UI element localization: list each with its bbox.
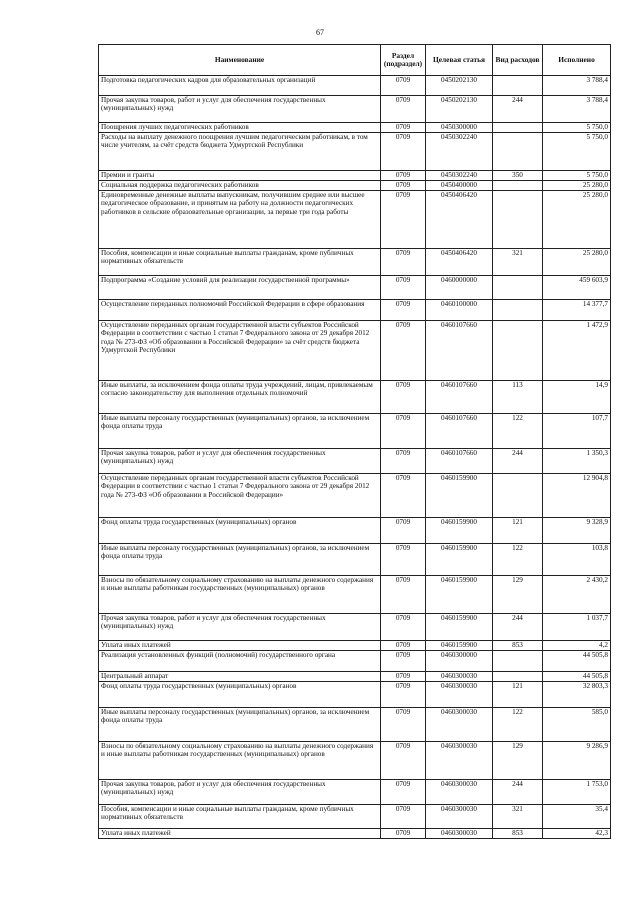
header-section: Раздел (подраздел) <box>381 45 426 76</box>
table-row <box>99 171 611 181</box>
row-amount: 44 505,8 <box>543 651 611 672</box>
row-name: Прочая закупка товаров, работ и услуг для обеспечения государственных (муниципальных) нужд <box>99 96 381 123</box>
row-name: Фонд оплаты труда государственных (муниципальных) органов <box>99 518 381 544</box>
row-kind: 121 <box>493 682 543 708</box>
row-section: 0709 <box>381 449 426 474</box>
row-amount: 3 788,4 <box>543 96 611 123</box>
row-amount: 35,4 <box>543 805 611 829</box>
row-name: Уплата иных платежей <box>99 641 381 651</box>
row-amount: 25 280,0 <box>543 191 611 249</box>
table-row <box>99 614 611 641</box>
row-amount: 5 750,0 <box>543 133 611 171</box>
row-section: 0709 <box>381 829 426 839</box>
row-section: 0709 <box>381 641 426 651</box>
row-amount: 32 803,3 <box>543 682 611 708</box>
row-name: Фонд оплаты труда государственных (муниципальных) органов <box>99 682 381 708</box>
table-row <box>99 474 611 518</box>
row-target: 0460107660 <box>426 321 493 381</box>
table-body <box>99 76 611 839</box>
row-target: 0450400000 <box>426 181 493 191</box>
table-row <box>99 641 611 651</box>
row-target: 0460159900 <box>426 641 493 651</box>
row-target: 0460000000 <box>426 276 493 300</box>
row-amount: 9 286,9 <box>543 742 611 780</box>
row-kind <box>493 321 543 381</box>
row-name: Прочая закупка товаров, работ и услуг для обеспечения государственных (муниципальных) нужд <box>99 614 381 641</box>
row-name: Пособия, компенсации и иные социальные выплаты гражданам, кроме публичных нормативных обязательств <box>99 805 381 829</box>
row-kind <box>493 133 543 171</box>
row-kind: 350 <box>493 171 543 181</box>
row-section: 0709 <box>381 576 426 614</box>
row-section: 0709 <box>381 300 426 321</box>
row-name: Иные выплаты персоналу государственных (муниципальных) органов, за исключением фонда оплаты труда <box>99 414 381 449</box>
row-kind: 244 <box>493 96 543 123</box>
table-row <box>99 780 611 805</box>
row-name: Расходы на выплату денежного поощрения лучшим педагогическим работникам, в том числе учителям, за счёт средств бюджета Удмуртской Республики <box>99 133 381 171</box>
row-section: 0709 <box>381 672 426 682</box>
row-section: 0709 <box>381 708 426 742</box>
row-amount: 9 328,9 <box>543 518 611 544</box>
row-target: 0460300000 <box>426 651 493 672</box>
row-section: 0709 <box>381 181 426 191</box>
row-section: 0709 <box>381 276 426 300</box>
row-target: 0450202130 <box>426 96 493 123</box>
row-name: Взносы по обязательному социальному страхованию на выплаты денежного содержания и иные выплаты работникам государственных (муниципальных) органов <box>99 742 381 780</box>
row-section: 0709 <box>381 133 426 171</box>
row-section: 0709 <box>381 249 426 276</box>
header-name: Наименование <box>99 45 381 76</box>
table-row <box>99 829 611 839</box>
row-kind <box>493 474 543 518</box>
row-kind: 321 <box>493 805 543 829</box>
header-amount: Исполнено <box>543 45 611 76</box>
row-amount: 459 603,9 <box>543 276 611 300</box>
row-amount: 103,8 <box>543 544 611 576</box>
row-target: 0460300030 <box>426 672 493 682</box>
row-name: Прочая закупка товаров, работ и услуг для обеспечения государственных (муниципальных) нужд <box>99 780 381 805</box>
row-kind: 129 <box>493 742 543 780</box>
row-target: 0460100000 <box>426 300 493 321</box>
row-amount: 107,7 <box>543 414 611 449</box>
row-name: Иные выплаты персоналу государственных (муниципальных) органов, за исключением фонда оплаты труда <box>99 708 381 742</box>
row-target: 0450202130 <box>426 76 493 96</box>
table-row <box>99 123 611 133</box>
table-row <box>99 76 611 96</box>
row-amount: 44 505,8 <box>543 672 611 682</box>
row-kind <box>493 181 543 191</box>
row-name: Пособия, компенсации и иные социальные выплаты гражданам, кроме публичных нормативных обязательств <box>99 249 381 276</box>
table-row <box>99 181 611 191</box>
row-kind <box>493 123 543 133</box>
row-name: Поощрения лучших педагогических работников <box>99 123 381 133</box>
table-row <box>99 651 611 672</box>
row-name: Подготовка педагогических кадров для образовательных организаций <box>99 76 381 96</box>
table-row <box>99 544 611 576</box>
table-row <box>99 191 611 249</box>
row-amount: 1 472,9 <box>543 321 611 381</box>
row-kind: 113 <box>493 381 543 414</box>
row-section: 0709 <box>381 123 426 133</box>
table-row <box>99 381 611 414</box>
row-section: 0709 <box>381 544 426 576</box>
row-section: 0709 <box>381 474 426 518</box>
row-kind: 122 <box>493 708 543 742</box>
row-name: Осуществление переданных органам государственной власти субъектов Российской Федерации в соответствии с частью 1 статьи 7 Федерального закона от 29 декабря 2012 года № 273-ФЗ «Об образовании в Российской Федерации» за счёт средств бюджета Удмуртской Республики <box>99 321 381 381</box>
row-section: 0709 <box>381 76 426 96</box>
row-amount: 5 750,0 <box>543 171 611 181</box>
table-row <box>99 449 611 474</box>
table-row <box>99 682 611 708</box>
row-target: 0460159900 <box>426 518 493 544</box>
row-section: 0709 <box>381 414 426 449</box>
header-kind: Вид расходов <box>493 45 543 76</box>
row-section: 0709 <box>381 381 426 414</box>
row-target: 0460107660 <box>426 381 493 414</box>
row-amount: 1 350,3 <box>543 449 611 474</box>
row-section: 0709 <box>381 742 426 780</box>
row-name: Прочая закупка товаров, работ и услуг для обеспечения государственных (муниципальных) нужд <box>99 449 381 474</box>
row-amount: 25 280,0 <box>543 181 611 191</box>
row-kind: 244 <box>493 780 543 805</box>
row-target: 0450406420 <box>426 249 493 276</box>
row-section: 0709 <box>381 780 426 805</box>
row-amount: 4,2 <box>543 641 611 651</box>
row-kind: 853 <box>493 829 543 839</box>
row-amount: 585,0 <box>543 708 611 742</box>
page-number: 67 <box>316 28 324 37</box>
row-target: 0460300030 <box>426 829 493 839</box>
row-amount: 14 377,7 <box>543 300 611 321</box>
row-name: Единовременные денежные выплаты выпускникам, получившим среднее или высшее педагогическое образование, и принятым на работу на должности педагогических работников в сельские образовательные организации, за первые три года работы <box>99 191 381 249</box>
table-header <box>99 45 611 76</box>
table-row <box>99 414 611 449</box>
row-kind <box>493 300 543 321</box>
table-row <box>99 321 611 381</box>
row-section: 0709 <box>381 614 426 641</box>
row-amount: 3 788,4 <box>543 76 611 96</box>
table-row <box>99 805 611 829</box>
row-target: 0460107660 <box>426 449 493 474</box>
row-kind: 122 <box>493 544 543 576</box>
row-name: Премии и гранты <box>99 171 381 181</box>
row-target: 0460300030 <box>426 682 493 708</box>
header-row <box>99 45 611 76</box>
row-name: Реализация установленных функций (полномочий) государственного органа <box>99 651 381 672</box>
table-row <box>99 96 611 123</box>
row-name: Социальная поддержка педагогических работников <box>99 181 381 191</box>
row-amount: 2 430,2 <box>543 576 611 614</box>
row-section: 0709 <box>381 805 426 829</box>
row-section: 0709 <box>381 518 426 544</box>
row-kind: 122 <box>493 414 543 449</box>
row-kind <box>493 672 543 682</box>
row-target: 0460159900 <box>426 614 493 641</box>
table-row <box>99 249 611 276</box>
row-kind: 244 <box>493 614 543 641</box>
row-section: 0709 <box>381 682 426 708</box>
row-target: 0460300030 <box>426 742 493 780</box>
table-row <box>99 133 611 171</box>
row-kind <box>493 651 543 672</box>
row-name: Осуществление переданных полномочий Российской Федерации в сфере образования <box>99 300 381 321</box>
table-row <box>99 300 611 321</box>
table-row <box>99 576 611 614</box>
row-target: 0460300030 <box>426 708 493 742</box>
row-target: 0460107660 <box>426 414 493 449</box>
row-section: 0709 <box>381 171 426 181</box>
row-amount: 12 904,8 <box>543 474 611 518</box>
row-section: 0709 <box>381 651 426 672</box>
row-section: 0709 <box>381 321 426 381</box>
row-section: 0709 <box>381 191 426 249</box>
table-row <box>99 518 611 544</box>
table-row <box>99 708 611 742</box>
row-name: Уплата иных платежей <box>99 829 381 839</box>
row-target: 0460159900 <box>426 544 493 576</box>
row-kind <box>493 191 543 249</box>
table-row <box>99 276 611 300</box>
row-name: Иные выплаты, за исключением фонда оплаты труда учреждений, лицам, привлекаемым согласно законодательству для выполнения отдельных полномочий <box>99 381 381 414</box>
row-kind: 321 <box>493 249 543 276</box>
header-target: Целевая статья <box>426 45 493 76</box>
row-kind: 853 <box>493 641 543 651</box>
row-name: Центральный аппарат <box>99 672 381 682</box>
row-target: 0450302240 <box>426 133 493 171</box>
row-name: Подпрограмма «Создание условий для реализации государственной программы» <box>99 276 381 300</box>
row-section: 0709 <box>381 96 426 123</box>
row-name: Осуществление переданных органам государственной власти субъектов Российской Федерации в соответствии с частью 1 статьи 7 Федерального закона от 29 декабря 2012 года № 273-ФЗ «Об образовании в Российской Федерации» <box>99 474 381 518</box>
row-amount: 1 753,0 <box>543 780 611 805</box>
row-amount: 25 280,0 <box>543 249 611 276</box>
table-row <box>99 672 611 682</box>
row-amount: 5 750,0 <box>543 123 611 133</box>
row-kind: 244 <box>493 449 543 474</box>
row-target: 0450300000 <box>426 123 493 133</box>
table-row <box>99 742 611 780</box>
row-kind <box>493 76 543 96</box>
row-target: 0460300030 <box>426 805 493 829</box>
budget-table <box>98 44 611 839</box>
row-amount: 42,3 <box>543 829 611 839</box>
row-name: Иные выплаты персоналу государственных (муниципальных) органов, за исключением фонда оплаты труда <box>99 544 381 576</box>
row-name: Взносы по обязательному социальному страхованию на выплаты денежного содержания и иные выплаты работникам государственных (муниципальных) органов <box>99 576 381 614</box>
row-target: 0460159900 <box>426 576 493 614</box>
row-kind <box>493 276 543 300</box>
row-target: 0460300030 <box>426 780 493 805</box>
row-kind: 121 <box>493 518 543 544</box>
row-target: 0450302240 <box>426 171 493 181</box>
row-target: 0460159900 <box>426 474 493 518</box>
row-target: 0450406420 <box>426 191 493 249</box>
row-kind: 129 <box>493 576 543 614</box>
row-amount: 1 037,7 <box>543 614 611 641</box>
row-amount: 14,9 <box>543 381 611 414</box>
